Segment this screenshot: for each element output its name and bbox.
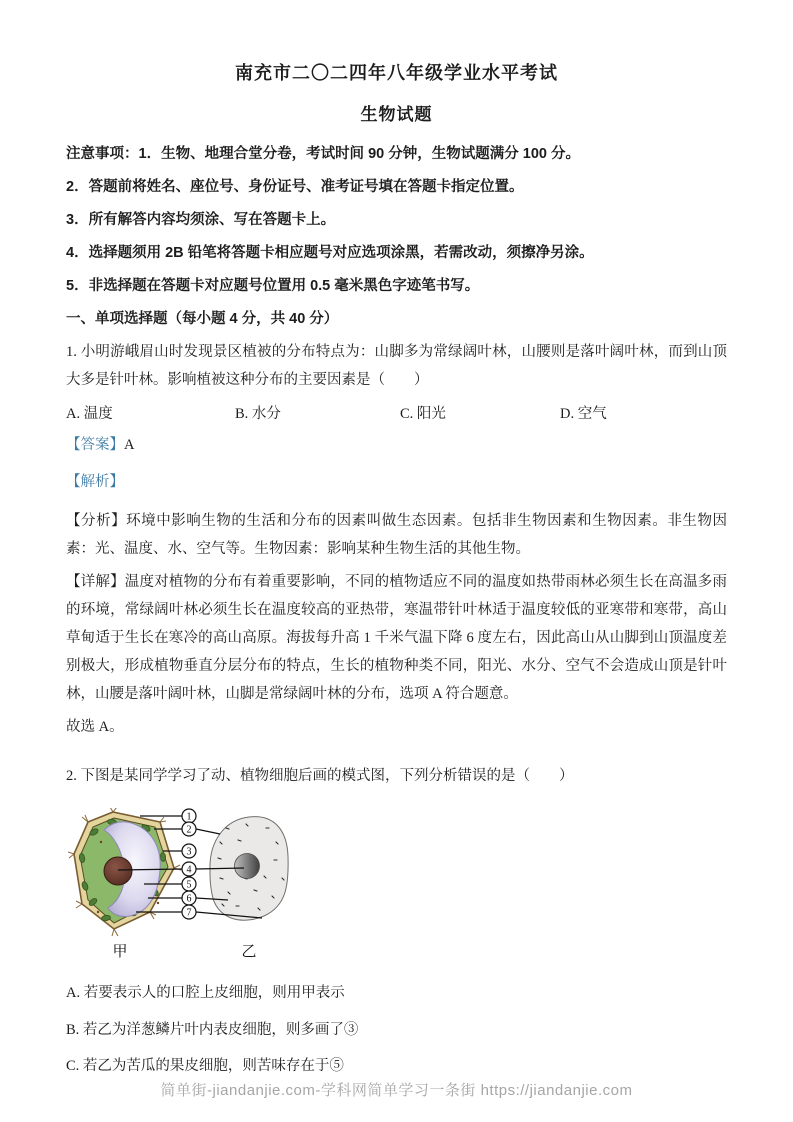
- xiangjie-text: 温度对植物的分布有着重要影响，不同的植物适应不同的温度如热带雨林必须生长在高温多雨的环境，常绿阔叶林必须生长在温度较高的亚热带，寒温带针叶林适于温度较低的亚寒带和寒带，高山草甸适于生长在寒冷的高山高原。海拔每升高 1 千米气温下降 6 度左右，因此高山从山脚到山顶温度差别极大，形成植物垂直分层分布的特点，生长的植物种类不同，阳光、水分、空气不会造成山顶是针叶林，山腰是落叶阔叶林，山脚是常绿阔叶林的分布，选项 A 符合题意。: [66, 574, 728, 702]
- footer-link[interactable]: 简单街-jiandanjie.com-学科网简单学习一条街 https://jiandanjie.com: [160, 1082, 633, 1099]
- q2-option-a: A. 若要表示人的口腔上皮细胞，则用甲表示: [66, 985, 345, 1001]
- plant-nucleus: [104, 857, 132, 885]
- plant-cell-drawing: [68, 808, 181, 936]
- notice-line-1: 注意事项：1．生物、地理合堂分卷，考试时间 90 分钟，生物试题满分 100 分。: [66, 146, 580, 162]
- answer-value: A: [124, 437, 135, 453]
- callout-4: 4: [186, 864, 192, 876]
- q1-fenxi-paragraph: [66, 507, 727, 563]
- answer-tag: 【答案】: [66, 437, 124, 453]
- question-2-stem: 2. 下图是某同学学习了动、植物细胞后画的模式图，下列分析错误的是（ ）: [66, 768, 574, 784]
- page-title: 南充市二〇二四年八年级学业水平考试: [235, 63, 558, 83]
- callout-7: 7: [186, 907, 192, 919]
- notice-line-4: 4．选择题须用 2B 铅笔将答题卡相应题号对应选项涂黑，若需改动，须擦净另涂。: [66, 245, 594, 261]
- section-heading: 一、单项选择题（每小题 4 分，共 40 分）: [66, 311, 339, 327]
- q1-option-d: D. 空气: [560, 406, 607, 422]
- q1-option-c: C. 阳光: [400, 406, 446, 422]
- q2-option-b: B. 若乙为洋葱鳞片叶内表皮细胞，则多画了③: [66, 1021, 359, 1038]
- notice-line-5: 5．非选择题在答题卡对应题号位置用 0.5 毫米黑色字迹笔书写。: [66, 278, 480, 294]
- page-subtitle: 生物试题: [360, 105, 433, 124]
- fenxi-text: 环境中影响生物的生活和分布的因素叫做生态因素。包括非生物因素和生物因素。非生物因素：光、温度、水、空气等。生物因素：影响某种生物生活的其他生物。: [66, 513, 727, 557]
- callout-6: 6: [186, 893, 192, 905]
- callout-5: 5: [186, 879, 192, 891]
- callout-1: 1: [186, 811, 192, 823]
- q1-option-b: B. 水分: [235, 406, 281, 422]
- q1-conclusion: 故选 A。: [66, 719, 124, 735]
- analysis-tag: 【解析】: [66, 473, 124, 490]
- question-1-stem: 1. 小明游峨眉山时发现景区植被的分布特点为：山脚多为常绿阔叶林，山腰则是落叶阔叶林，而到山顶大多是针叶林。影响植被这种分布的主要因素是（ ）: [66, 344, 727, 388]
- callout-3: 3: [186, 846, 192, 858]
- q1-analysis-heading: [66, 471, 727, 493]
- animal-nucleus: [235, 854, 260, 879]
- cell-diagram-figure: [68, 808, 338, 968]
- question-1-options: [66, 403, 727, 425]
- callout-numbers: [182, 809, 196, 919]
- fenxi-tag: 【分析】: [66, 513, 127, 529]
- q1-xiangjie-paragraph: [66, 568, 727, 708]
- question-2-options: [66, 982, 727, 1077]
- cell-diagram-svg: [68, 808, 338, 963]
- q1-answer-line: [66, 434, 727, 456]
- q1-option-a: A. 温度: [66, 406, 113, 422]
- q2-option-c: C. 若乙为苦瓜的果皮细胞，则苦味存在于⑤: [66, 1058, 344, 1074]
- figure-label-yi: 乙: [241, 944, 257, 960]
- footer-watermark: [0, 1079, 793, 1100]
- callout-2: 2: [186, 824, 192, 836]
- figure-label-jia: 甲: [112, 944, 128, 960]
- notice-line-3: 3．所有解答内容均须涂、写在答题卡上。: [66, 212, 336, 228]
- notice-line-2: 2．答题前将姓名、座位号、身份证号、准考证号填在答题卡指定位置。: [66, 179, 524, 195]
- xiangjie-tag: 【详解】: [66, 574, 125, 590]
